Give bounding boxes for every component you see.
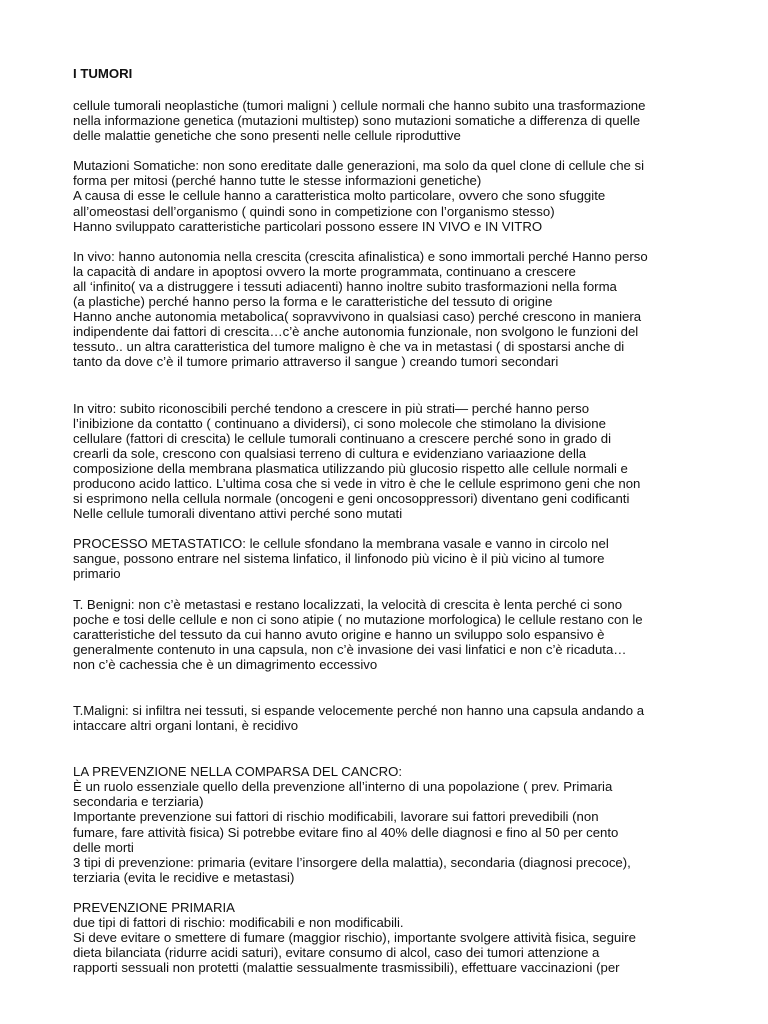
- text-line: In vivo: hanno autonomia nella crescita (crescita afinalistica) e sono immortali perché Hanno perso: [73, 248, 648, 264]
- paragraph-spacer: [73, 885, 728, 900]
- text-line: T.Maligni: si infiltra nei tessuti, si espande velocemente perché non hanno una capsula andando a: [73, 703, 645, 718]
- paragraph-spacer: [73, 672, 728, 703]
- text-line: terziaria (evita le recidive e metastasi): [73, 869, 295, 885]
- text-line: generalmente contenuto in una capsula, non c’è invasione dei vasi linfatici e non c’è ricaduta…: [73, 641, 627, 657]
- text-line: l’inibizione da contatto ( continuano a dividersi), ci sono molecole che stimolano la divisione: [73, 415, 606, 431]
- text-line: crearli da sole, crescono con qualsiasi terreno di cultura e evidenziano variaazione della: [73, 445, 587, 461]
- text-line: primario: [73, 566, 121, 582]
- text-line: delle malattie genetiche che sono presenti nelle cellule riproduttive: [73, 128, 461, 144]
- paragraph: [73, 764, 728, 885]
- text-line: In vitro: subito riconoscibili perché tendono a crescere in più strati— perché hanno perso: [73, 400, 590, 416]
- paragraph: [73, 249, 728, 370]
- text-line: delle morti: [73, 839, 134, 855]
- text-line: LA PREVENZIONE NELLA COMPARSA DEL CANCRO:: [73, 764, 403, 780]
- paragraph-spacer: [73, 234, 728, 249]
- text-line: T. Benigni: non c’è metastasi e restano localizzati, la velocità di crescita è lenta perché ci sono: [73, 596, 623, 612]
- paragraph: [73, 401, 728, 522]
- text-line: la capacità di andare in apoptosi ovvero la morte programmata, continuano a crescere: [73, 263, 576, 279]
- paragraph-spacer: [73, 582, 728, 597]
- text-line: rapporti sessuali non protetti (malattie sessualmente trasmissibili), effettuare vaccinazioni (per: [73, 960, 620, 976]
- text-line: tessuto.. un altra caratteristica del tumore maligno è che va in metastasi ( di spostarsi anche di: [73, 339, 625, 355]
- text-line: PREVENZIONE PRIMARIA: [73, 899, 235, 915]
- text-line: intaccare altri organi lontani, è recidivo: [73, 718, 299, 734]
- text-line: si esprimono nella cellula normale (oncogeni e geni oncosoppressori) diventano geni codificanti: [73, 491, 630, 507]
- text-line: (a plastiche) perché hanno perso la forma e le caratteristiche del tessuto di origine: [73, 294, 553, 310]
- text-line: fumare, fare attività fisica) Si potrebbe evitare fino al 40% delle diagnosi e fino al 50 per cento: [73, 824, 619, 840]
- text-line: PROCESSO METASTATICO: le cellule sfondano la membrana vasale e vanno in circolo nel: [73, 536, 609, 552]
- text-line: forma per mitosi (perché hanno tutte le stesse informazioni genetiche): [73, 173, 482, 189]
- paragraph: [73, 98, 728, 143]
- text-line: Si deve evitare o smettere di fumare (maggior rischio), importante svolgere attività fisica, seguire: [73, 930, 636, 946]
- text-line: caratteristiche del tessuto da cui hanno avuto origine e hanno un sviluppo solo espansivo è: [73, 626, 605, 642]
- text-line: all’omeostasi dell’organismo ( quindi sono in competizione con l’organismo stesso): [73, 203, 555, 219]
- paragraph: [73, 900, 728, 975]
- text-line: Nelle cellule tumorali diventano attivi perché sono mutati: [73, 506, 403, 522]
- paragraph: [73, 536, 728, 581]
- text-line: Hanno anche autonomia metabolica( sopravvivono in qualsiasi caso) perché crescono in maniera: [73, 309, 642, 325]
- text-line: composizione della membrana plasmatica utilizzando più glucosio rispetto alle cellule normali e: [73, 460, 628, 476]
- text-line: A causa di esse le cellule hanno a caratteristica molto particolare, ovvero che sono sfuggite: [73, 188, 606, 204]
- paragraph-spacer: [73, 143, 728, 158]
- text-line: due tipi di fattori di rischio: modificabili e non modificabili.: [73, 915, 404, 931]
- text-line: È un ruolo essenziale quello della prevenzione all’interno di una popolazione ( prev. Primaria: [73, 779, 613, 795]
- text-line: Mutazioni Somatiche: non sono ereditate dalle generazioni, ma solo da quel clone di cellule che si: [73, 158, 645, 174]
- text-line: tanto da dove c’è il tumore primario attraverso il sangue ) creando tumori secondari: [73, 354, 559, 370]
- text-line: Hanno sviluppato caratteristiche particolari possono essere IN VIVO e IN VITRO: [73, 218, 543, 234]
- text-line: cellule tumorali neoplastiche (tumori maligni ) cellule normali che hanno subito una trasformazione: [73, 98, 646, 113]
- text-line: dieta bilanciata (ridurre acidi saturi), evitare consumo di alcol, caso dei tumori attenzione a: [73, 945, 600, 961]
- text-line: Importante prevenzione sui fattori di rischio modificabili, lavorare sui fattori prevedibili (non: [73, 809, 599, 825]
- paragraph: [73, 158, 728, 233]
- text-line: secondaria e terziaria): [73, 794, 204, 810]
- text-line: cellulare (fattori di crescita) le cellule tumorali continuano a crescere perché sono in grado di: [73, 430, 612, 446]
- text-line: sangue, possono entrare nel sistema linfatico, il linfonodo più vicino è il più vicino al tumore: [73, 551, 605, 567]
- paragraph-spacer: [73, 733, 728, 764]
- paragraph: [73, 703, 728, 733]
- text-line: producono acido lattico. L’ultima cosa che si vede in vitro è che le cellule esprimono geni che non: [73, 475, 641, 491]
- text-line: nella informazione genetica (mutazioni multistep) sono mutazioni somatiche a differenza di quelle: [73, 113, 641, 129]
- paragraph-spacer: [73, 370, 728, 401]
- paragraph: [73, 597, 728, 672]
- document-body: [73, 98, 728, 975]
- text-line: indipendente dai fattori di crescita…c’è anche autonomia funzionale, non svolgono le funzioni del: [73, 324, 639, 340]
- document-title: I TUMORI: [73, 66, 133, 81]
- text-line: poche e tosi delle cellule e non ci sono atipie ( no mutazione morfologica) le cellule restano con le: [73, 611, 643, 627]
- text-line: non c’è cachessia che è un dimagrimento eccessivo: [73, 656, 378, 672]
- text-line: all ‘infinito( va a distruggere i tessuti adiacenti) hanno inoltre subito trasformazioni nella forma: [73, 278, 617, 294]
- paragraph-spacer: [73, 521, 728, 536]
- text-line: 3 tipi di prevenzione: primaria (evitare l’insorgere della malattia), secondaria (diagnosi precoce),: [73, 854, 631, 870]
